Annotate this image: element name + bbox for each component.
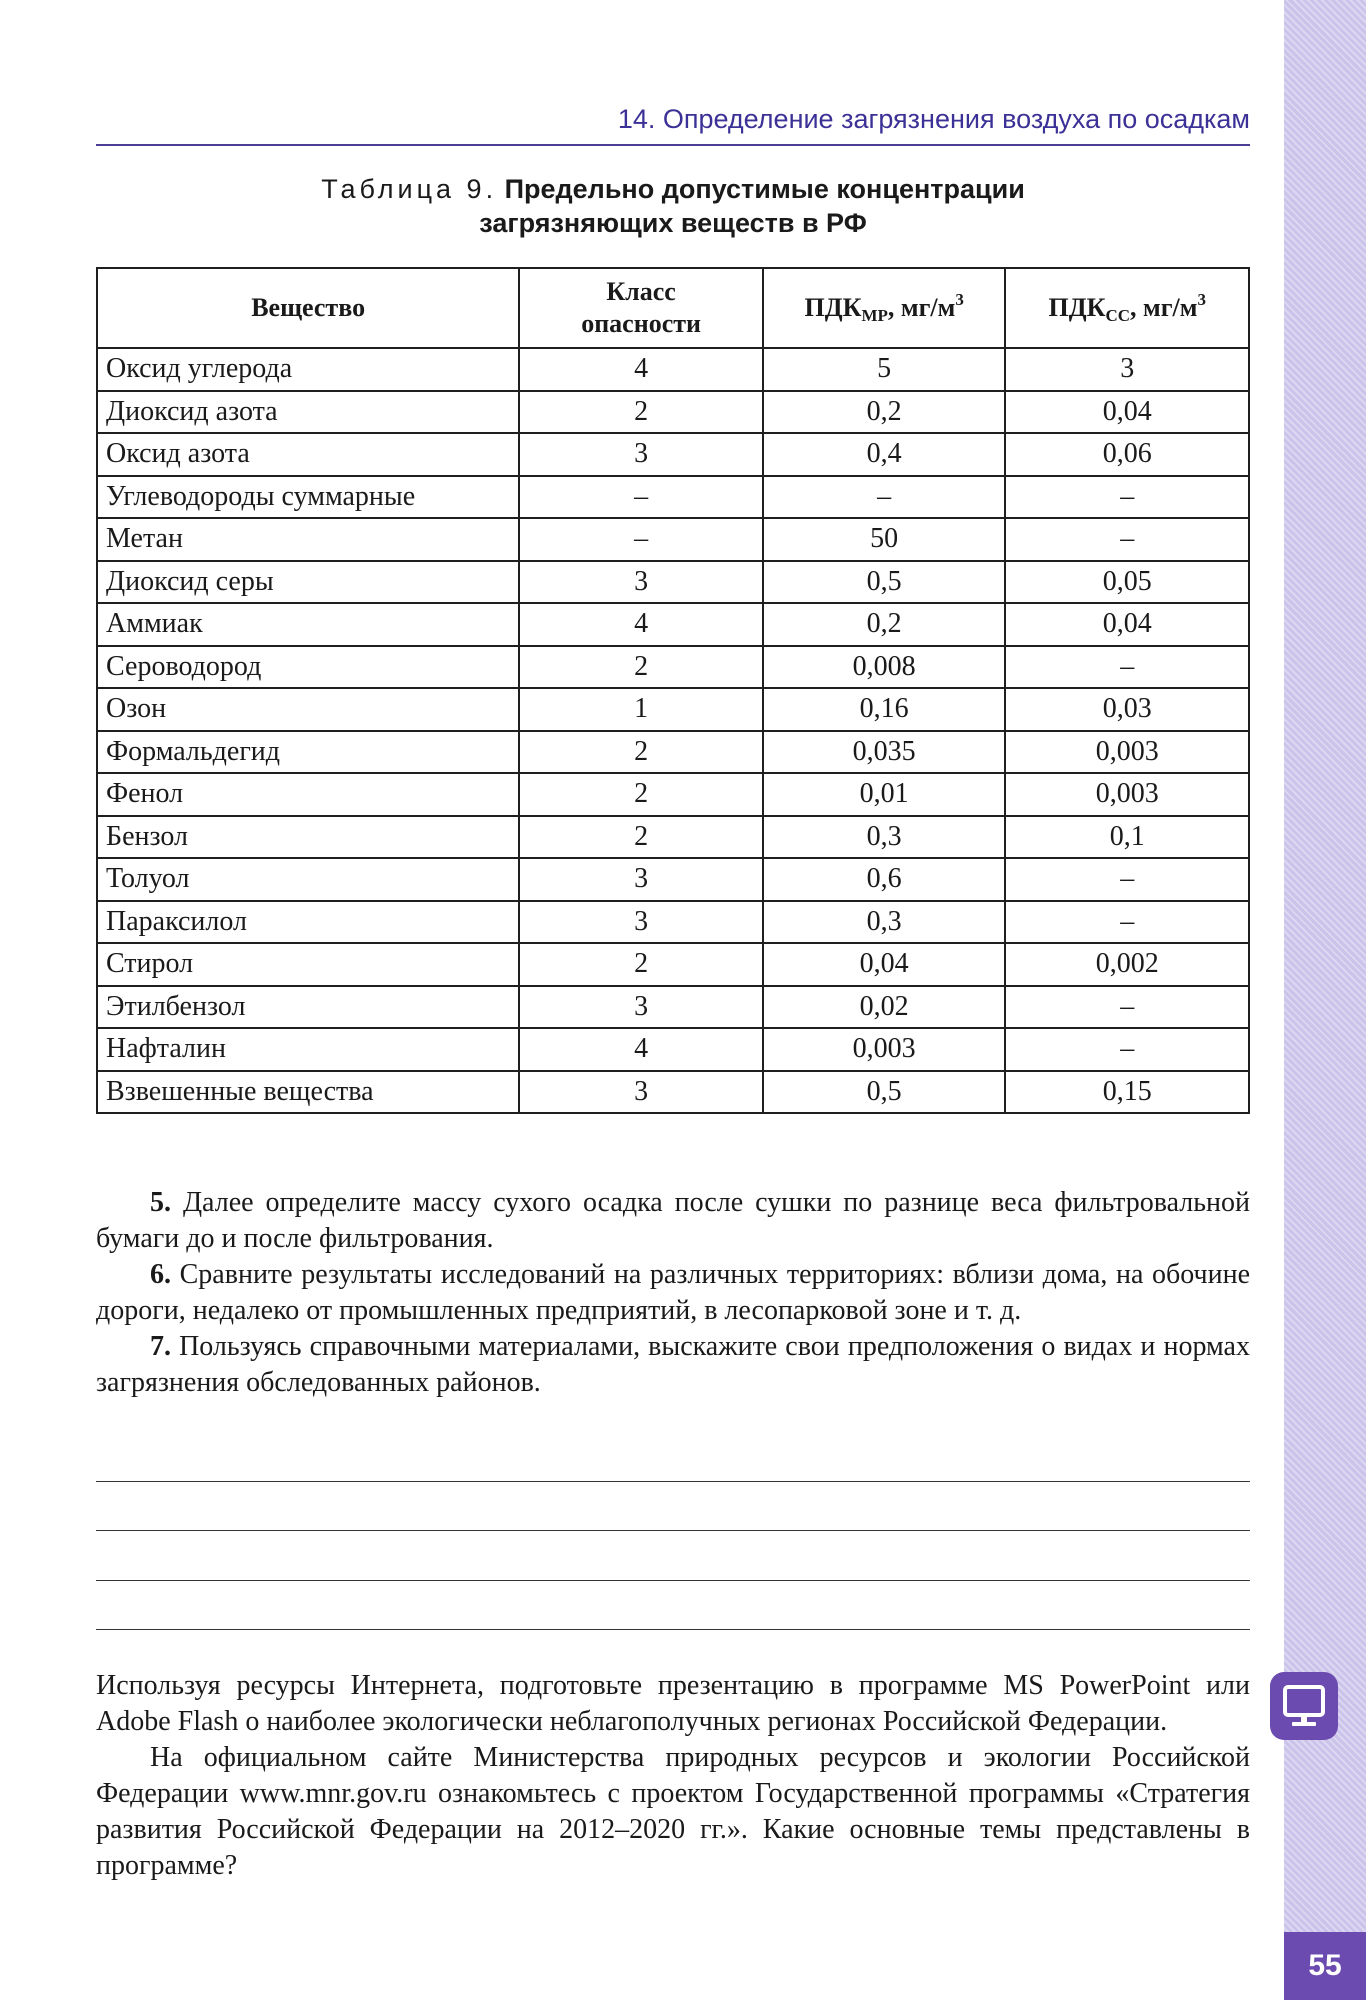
pdk-cc-cell: – (1005, 858, 1249, 901)
pdk-mr-cell: 0,16 (763, 688, 1006, 731)
substance-cell: Углеводороды суммарные (97, 476, 519, 519)
pdk-mr-cell: – (763, 476, 1006, 519)
pdk-mr-cell: 0,6 (763, 858, 1006, 901)
header-pdk-cc-exponent: 3 (1197, 290, 1206, 309)
header-pdk-mr (763, 268, 1006, 348)
answer-line[interactable] (96, 1481, 1250, 1482)
pdk-cc-cell: 0,04 (1005, 391, 1249, 434)
substance-cell: Нафталин (97, 1028, 519, 1071)
table-row (97, 1028, 1249, 1071)
hazard-class-cell: 4 (519, 603, 763, 646)
table-row (97, 901, 1249, 944)
hazard-class-cell: 2 (519, 646, 763, 689)
substance-cell: Параксилол (97, 901, 519, 944)
hazard-class-cell: 3 (519, 858, 763, 901)
header-hazard-class (519, 268, 763, 348)
hazard-class-cell: 2 (519, 816, 763, 859)
table-body (97, 348, 1249, 1113)
table-row (97, 646, 1249, 689)
header-pdk-mr-unit: , мг/м (887, 293, 956, 322)
step-text: Пользуясь справочными материалами, выскажите свои предположения о видах и нормах загрязнения обследованных районов. (96, 1331, 1250, 1398)
step-number: 7. (150, 1331, 171, 1362)
header-substance: Вещество (97, 268, 519, 348)
pdk-cc-cell: 0,04 (1005, 603, 1249, 646)
substance-cell: Этилбензол (97, 986, 519, 1029)
step-text: Далее определите массу сухого осадка после сушки по разнице веса фильтровальной бумаги до и после фильтрования. (96, 1187, 1250, 1254)
pdk-cc-cell: 0,1 (1005, 816, 1249, 859)
page-number: 55 (1284, 1932, 1366, 2000)
closing-section (96, 1668, 1250, 1884)
table-row (97, 943, 1249, 986)
pdk-cc-cell: 0,05 (1005, 561, 1249, 604)
hazard-class-cell: 2 (519, 943, 763, 986)
step-paragraph (96, 1257, 1250, 1329)
pdk-mr-cell: 0,035 (763, 731, 1006, 774)
step-number: 5. (150, 1187, 171, 1218)
table-caption (96, 172, 1250, 240)
pdk-mr-cell: 5 (763, 348, 1006, 391)
hazard-class-cell: 3 (519, 1071, 763, 1114)
substance-cell: Фенол (97, 773, 519, 816)
pdk-mr-cell: 0,04 (763, 943, 1006, 986)
closing-paragraph-1: Используя ресурсы Интернета, подготовьте презентацию в программе MS PowerPoint или Adobe Flash о наиболее экологически неблагополучных регионах Российской Федерации. (96, 1670, 1250, 1737)
header-pdk-cc (1005, 268, 1249, 348)
pdk-mr-cell: 0,3 (763, 816, 1006, 859)
hazard-class-cell: 4 (519, 1028, 763, 1071)
hazard-class-cell: – (519, 476, 763, 519)
pdk-table (96, 267, 1250, 1114)
hazard-class-cell: – (519, 518, 763, 561)
table-row (97, 688, 1249, 731)
substance-cell: Оксид азота (97, 433, 519, 476)
hazard-class-cell: 2 (519, 731, 763, 774)
table-row (97, 348, 1249, 391)
pdk-cc-cell: – (1005, 901, 1249, 944)
pdk-cc-cell: 0,03 (1005, 688, 1249, 731)
hazard-class-cell: 4 (519, 348, 763, 391)
computer-monitor-glyph (1270, 1672, 1338, 1740)
pdk-cc-cell: – (1005, 986, 1249, 1029)
answer-line[interactable] (96, 1580, 1250, 1581)
header-pdk-cc-sub: СС (1105, 306, 1130, 325)
pdk-cc-cell: 0,003 (1005, 731, 1249, 774)
pdk-cc-cell: – (1005, 518, 1249, 561)
table-row (97, 561, 1249, 604)
hazard-class-cell: 3 (519, 561, 763, 604)
header-pdk-mr-base: ПДК (804, 293, 862, 322)
table-row (97, 518, 1249, 561)
pdk-cc-cell: – (1005, 476, 1249, 519)
pdk-mr-cell: 0,4 (763, 433, 1006, 476)
hazard-class-cell: 2 (519, 391, 763, 434)
substance-cell: Диоксид серы (97, 561, 519, 604)
pdk-mr-cell: 0,01 (763, 773, 1006, 816)
computer-monitor-icon (1270, 1672, 1338, 1740)
substance-cell: Сероводород (97, 646, 519, 689)
substance-cell: Толуол (97, 858, 519, 901)
hazard-class-cell: 3 (519, 433, 763, 476)
header-pdk-cc-unit: , мг/м (1130, 293, 1198, 322)
table-header-row (97, 268, 1249, 348)
header-pdk-mr-sub: МР (861, 306, 888, 325)
procedure-steps (96, 1185, 1250, 1401)
pdk-mr-cell: 0,02 (763, 986, 1006, 1029)
table-row (97, 986, 1249, 1029)
chapter-header (96, 98, 1250, 146)
table-row (97, 603, 1249, 646)
table-caption-title-line1: Предельно допустимые концентрации (504, 174, 1025, 204)
substance-cell: Взвешенные вещества (97, 1071, 519, 1114)
step-text: Сравните результаты исследований на различных территориях: вблизи дома, на обочине дороги, недалеко от промышленных предприятий, в лесопарковой зоне и т. д. (96, 1259, 1250, 1326)
pdk-cc-cell: 0,06 (1005, 433, 1249, 476)
substance-cell: Аммиак (97, 603, 519, 646)
pdk-cc-cell: – (1005, 646, 1249, 689)
hazard-class-cell: 2 (519, 773, 763, 816)
answer-line[interactable] (96, 1530, 1250, 1531)
answer-line[interactable] (96, 1629, 1250, 1630)
substance-cell: Формальдегид (97, 731, 519, 774)
table-row (97, 731, 1249, 774)
step-paragraph (96, 1329, 1250, 1401)
pdk-mr-cell: 0,3 (763, 901, 1006, 944)
table-row (97, 476, 1249, 519)
closing-paragraph-2: На официальном сайте Министерства природных ресурсов и экологии Российской Федерации www.mnr.gov.ru ознакомьтесь с проектом Государственной программы «Стратегия развития Российской Федерации на 2012–2020 гг.». Какие основные темы представлены в программе? (96, 1742, 1250, 1881)
substance-cell: Бензол (97, 816, 519, 859)
header-hazard-line1: Класс (606, 277, 676, 306)
table-row (97, 1071, 1249, 1114)
pdk-cc-cell: 0,003 (1005, 773, 1249, 816)
hazard-class-cell: 1 (519, 688, 763, 731)
table-row (97, 433, 1249, 476)
substance-cell: Оксид углерода (97, 348, 519, 391)
pdk-mr-cell: 0,2 (763, 391, 1006, 434)
table-row (97, 816, 1249, 859)
header-pdk-mr-exponent: 3 (955, 290, 964, 309)
table-row (97, 391, 1249, 434)
hazard-class-cell: 3 (519, 986, 763, 1029)
substance-cell: Диоксид азота (97, 391, 519, 434)
chapter-title: 14. Определение загрязнения воздуха по осадкам (617, 104, 1250, 134)
pdk-cc-cell: 0,002 (1005, 943, 1249, 986)
table-caption-title-line2: загрязняющих веществ в РФ (479, 208, 867, 238)
table-row (97, 858, 1249, 901)
substance-cell: Стирол (97, 943, 519, 986)
step-number: 6. (150, 1259, 171, 1290)
pdk-cc-cell: 0,15 (1005, 1071, 1249, 1114)
header-pdk-cc-base: ПДК (1048, 293, 1106, 322)
step-paragraph (96, 1185, 1250, 1257)
pdk-mr-cell: 0,5 (763, 1071, 1006, 1114)
pdk-mr-cell: 0,2 (763, 603, 1006, 646)
pdk-mr-cell: 0,008 (763, 646, 1006, 689)
substance-cell: Метан (97, 518, 519, 561)
pdk-cc-cell: 3 (1005, 348, 1249, 391)
pdk-mr-cell: 50 (763, 518, 1006, 561)
table-row (97, 773, 1249, 816)
pdk-cc-cell: – (1005, 1028, 1249, 1071)
hazard-class-cell: 3 (519, 901, 763, 944)
substance-cell: Озон (97, 688, 519, 731)
pdk-mr-cell: 0,003 (763, 1028, 1006, 1071)
table-caption-label: Таблица 9. (321, 174, 498, 204)
pdk-mr-cell: 0,5 (763, 561, 1006, 604)
header-hazard-line2: опасности (581, 309, 701, 338)
